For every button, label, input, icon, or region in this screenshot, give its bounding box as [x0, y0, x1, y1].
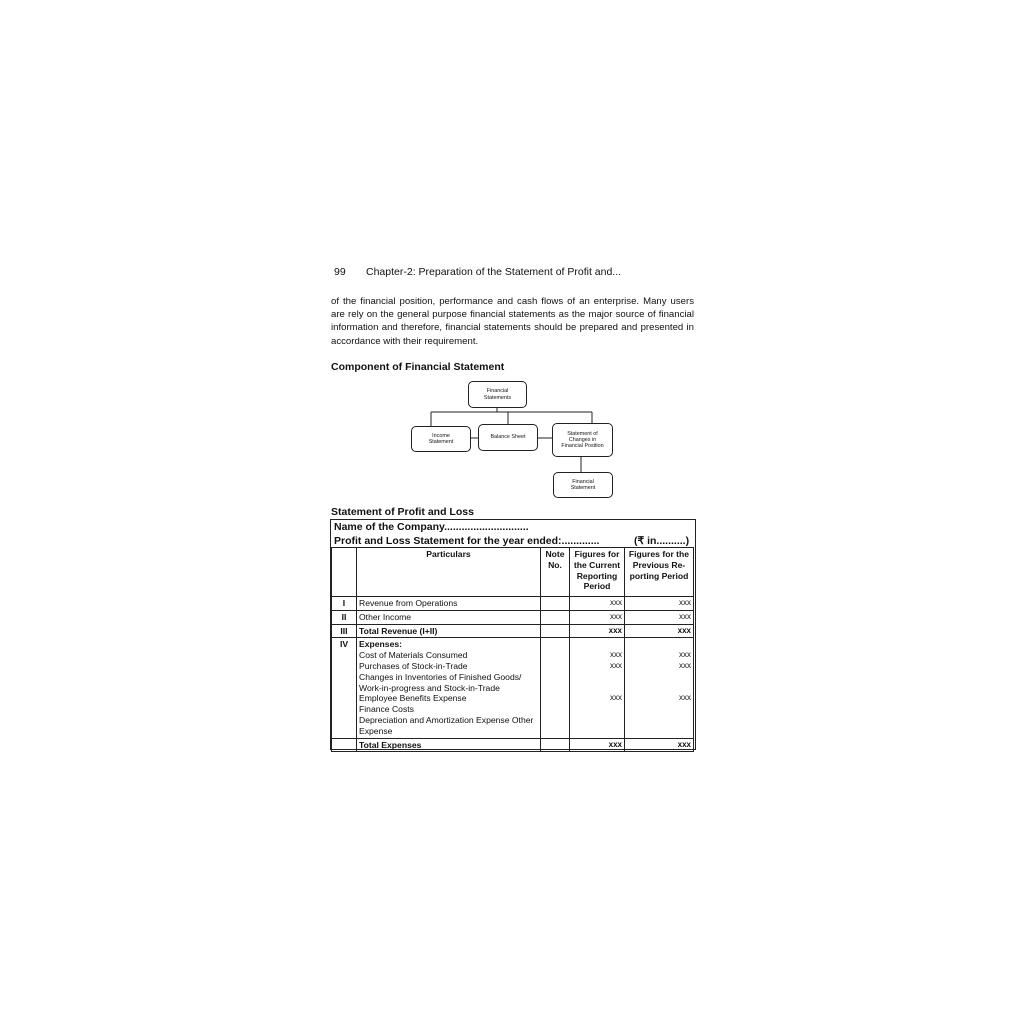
expense-item: Cost of Materials Consumed [359, 650, 468, 661]
year-ended-line: Profit and Loss Statement for the year ended:............. [334, 535, 600, 547]
expense-item: Depreciation and Amortization Expense Other [359, 714, 534, 725]
running-header [334, 266, 621, 278]
financial-statement-child-box: Financial Statement [553, 472, 613, 498]
table-header-row [332, 548, 694, 597]
income-statement-box: Income Statement [411, 426, 471, 452]
total-expenses-row: Total Expenses xxx xxx [332, 738, 694, 752]
intro-paragraph: of the financial position, performance and cash flows of an enterprise. Many users are rely on the general purpose financial statements as the major source of financial information and therefore, financial statements should be prepared and presented in accordance with their requirement. [331, 296, 694, 347]
changes-in-financial-position-box: Statement of Changes in Financial Position [552, 423, 613, 457]
expense-item: Employee Benefits Expense [359, 693, 467, 704]
page-number: 99 [334, 266, 346, 278]
expenses-heading: Expenses: [359, 639, 402, 650]
col-current-period: Figures for the Current Reporting Period [570, 548, 625, 597]
diagram-heading: Component of Financial Statement [331, 361, 505, 373]
expenses-row: IV Expenses: Cost of Materials Consumed Purchases of Stock-in-Trade Changes in Inventories of Finished Goods/ Work-in-progress and Stock-in-Trade Employee Benefits Expense Finance Costs Depreciation and Amortization Expense Other Expense xxx xxx xxx xxx xxx xxx [332, 638, 694, 738]
currency-unit: (₹ in..........) [634, 535, 690, 547]
col-previous-period: Figures for the Previous Re-porting Period [625, 548, 694, 597]
col-particulars: Particulars [357, 548, 541, 597]
expense-item: Expense [359, 725, 393, 736]
col-note-no: Note No. [541, 548, 570, 597]
financial-statements-box: Financial Statements [468, 381, 527, 408]
balance-sheet-box: Balance Sheet [478, 424, 538, 451]
table-row: I Revenue from Operations xxx xxx [332, 597, 694, 611]
chapter-title: Chapter-2: Preparation of the Statement of Profit and... [366, 266, 622, 278]
company-name-line: Name of the Company............................. [334, 521, 529, 533]
expense-item: Work-in-progress and Stock-in-Trade [359, 682, 500, 693]
table-row: III Total Revenue (I+II) xxx xxx [332, 624, 694, 638]
pl-heading: Statement of Profit and Loss [331, 506, 474, 518]
expense-item: Finance Costs [359, 704, 414, 715]
expense-item: Changes in Inventories of Finished Goods/ [359, 671, 522, 682]
expense-item: Purchases of Stock-in-Trade [359, 660, 468, 671]
table-row: II Other Income xxx xxx [332, 610, 694, 624]
profit-loss-table [331, 547, 694, 752]
